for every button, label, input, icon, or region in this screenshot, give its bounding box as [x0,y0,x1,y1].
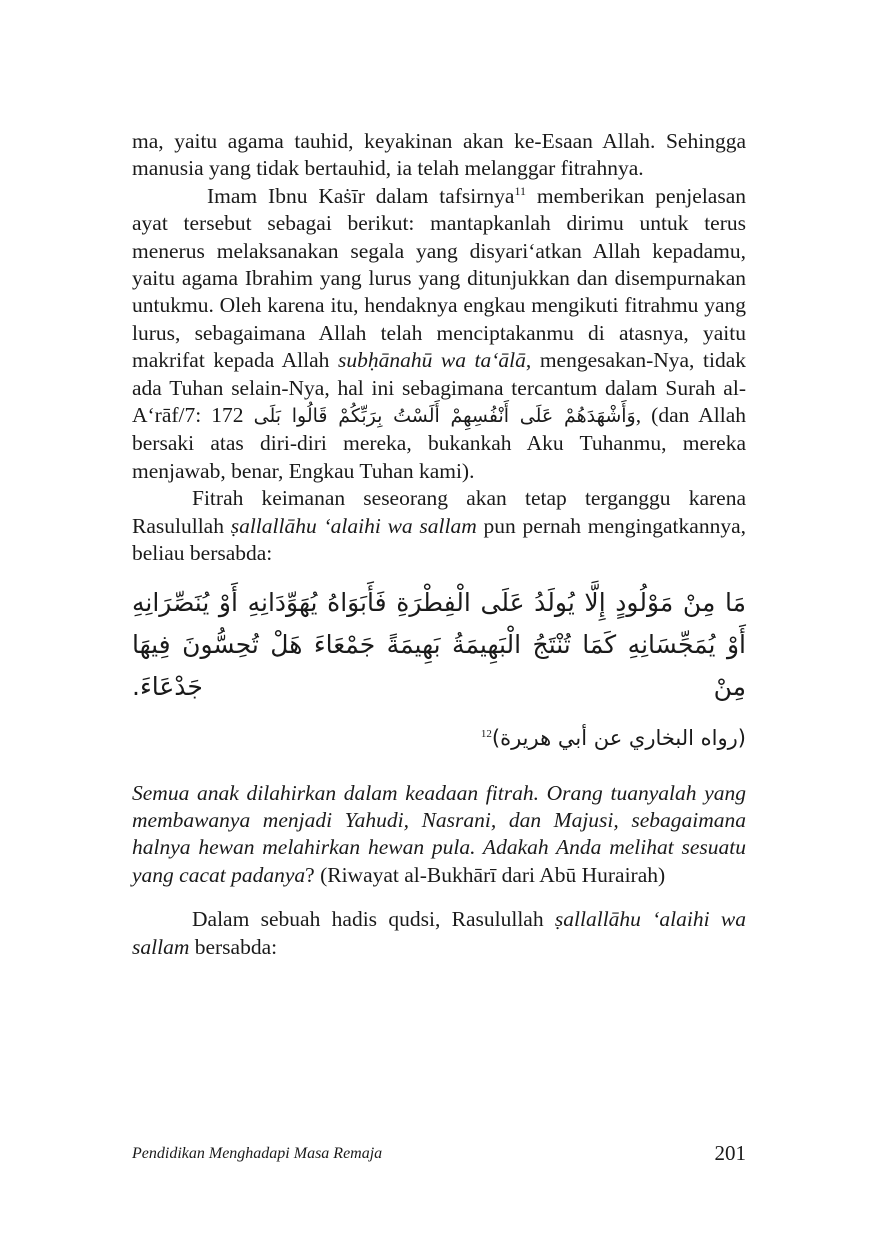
paragraph-4-italic: ṣallallāhu ‘alaihi wa sallam [132,907,746,959]
paragraph-2 [132,183,746,485]
hadith-reference [132,718,746,758]
footnote-ref-11[interactable]: 11 [514,183,527,198]
hadith-translation-source: ? (Riwayat al-Bukhārī dari Abū Hurairah) [305,862,666,887]
paragraph-2-italic: subḥānahū wa ta‘ālā [337,348,526,373]
paragraph-1: ma, yaitu agama tauhid, keyakinan akan ke-Esaan Allah. Sehingga manusia yang tidak bertauhid, ia telah melanggar fitrahnya. [132,129,746,181]
paragraph-3 [132,485,746,567]
paragraph-3-text-a: Fitrah keimanan seseorang akan tetap terganggu karena Rasulullah [132,486,746,538]
spacer [132,889,746,906]
paragraph-4-text-a: Dalam sebuah hadis qudsi, Rasulullah [192,907,555,932]
quran-inline-arabic: وَأَشْهَدَهُمْ عَلَى أَنْفُسِهِمْ أَلَسْتُ بِرَبِّكُمْ قَالُوا بَلَى [253,405,636,428]
paragraph-2-text-d: , (dan Allah bersaki atas diri-diri mereka, bukankah Aku Tuhanmu, mereka menjawab, benar, Engkau Tuhan kami). [132,403,746,483]
hadith-arabic: مَا مِنْ مَوْلُودٍ إِلَّا يُولَدُ عَلَى الْفِطْرَةِ فَأَبَوَاهُ يُهَوِّدَانِهِ أَوْ يُنَصِّرَانِهِ أَوْ يُمَجِّسَانِهِ كَمَا تُنْتَجُ الْبَهِيمَةُ بَهِيمَةً جَمْعَاءَ هَلْ تُحِسُّونَ فِيهَا مِنْ جَدْعَاءَ. [132,587,746,701]
hadith-reference-text: (رواه البخاري عن أبي هريرة) [491,725,746,750]
paragraph-3-text-b: pun pernah mengingatkannya, beliau bersabda: [132,513,746,566]
page-number: 201 [714,1141,746,1165]
paragraph-2-text-a: Imam Ibnu Kaṡīr dalam tafsirnya [207,183,515,208]
hadith-translation [132,780,746,890]
paragraph-2-text-c: , mengesakan-Nya, tidak ada Tuhan selain-Nya, hal ini sebagimana tercantum dalam Surah al-A‘rāf/7: 172 [132,348,746,428]
paragraph-3-italic: ṣallallāhu ‘alaihi wa sallam [230,513,477,538]
running-footer-title: Pendidikan Menghadapi Masa Remaja [132,1145,383,1162]
page-body [132,128,746,961]
paragraph-4 [132,906,746,961]
footnote-ref-12[interactable]: 12 [480,727,492,740]
paragraph-4-text-b: bersabda: [189,934,278,959]
page-footer [132,1141,746,1171]
hadith-translation-italic: Semua anak dilahirkan dalam keadaan fitrah. Orang tuanyalah yang membawanya menjadi Yahudi, Nasrani, dan Majusi, sebagaimana halnya hewan melahirkan hewan pula. Adakah Anda melihat sesuatu yang cacat padanya [132,780,746,887]
paragraph-2-text-b: memberikan penjelasan ayat tersebut sebagai berikut: mantapkanlah dirimu untuk terus menerus melaksanakan segala yang disyari‘atkan Allah kepadamu, yaitu agama Ibrahim yang lurus yang ditunjukkan dan disempurnakan untukmu. Oleh karena itu, hendaknya engkau mengikuti fitrahmu yang lurus, sebagaimana Allah telah menciptakanmu di atasnya, yaitu makrifat kepada Allah [132,183,746,373]
